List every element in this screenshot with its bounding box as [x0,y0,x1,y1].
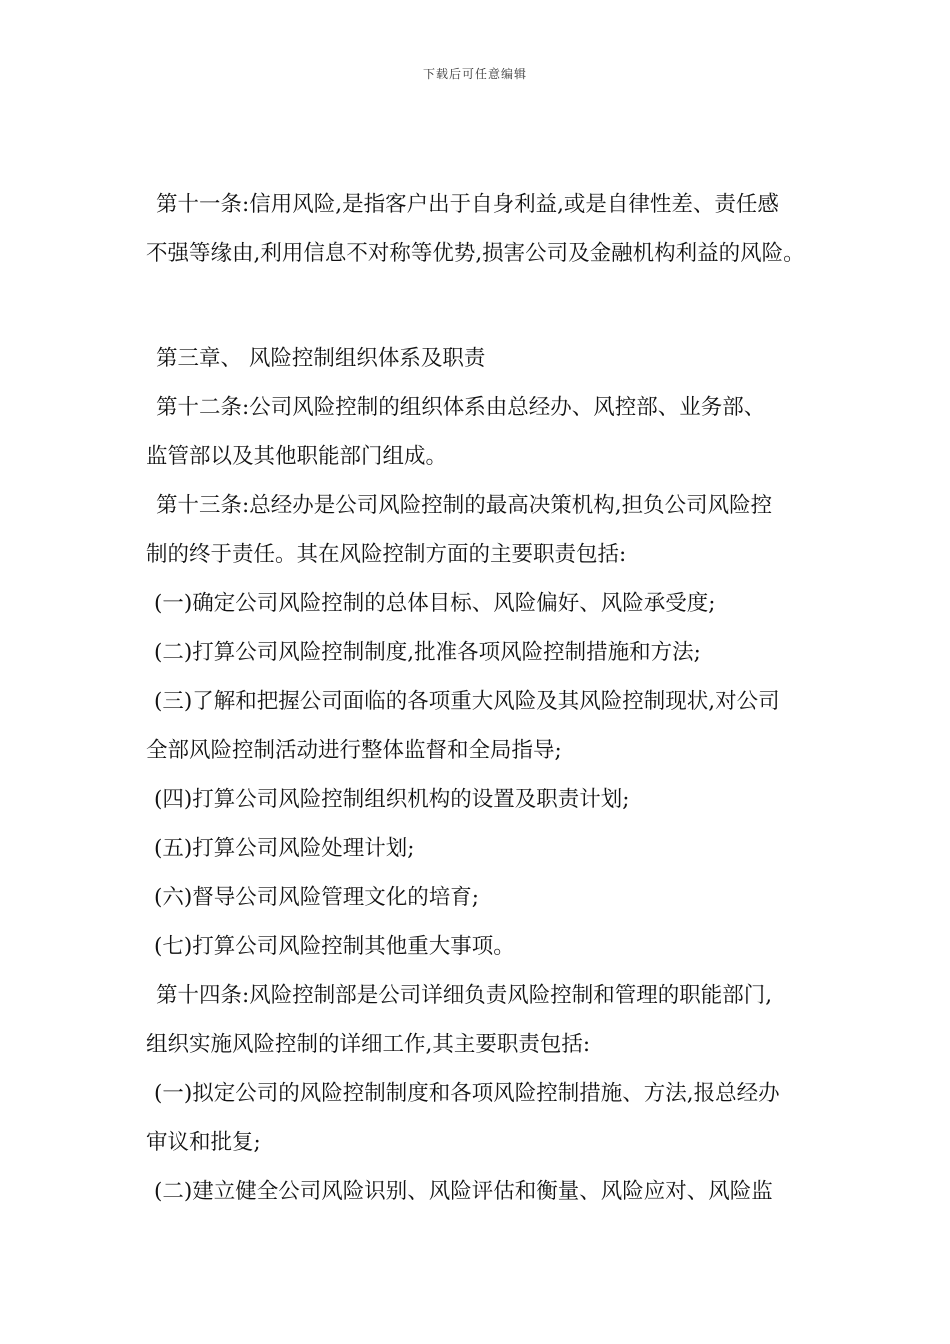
article-13-item-5: (五)打算公司风险处理计划; [154,836,415,861]
article-13-item-3-line-1: (三)了解和把握公司面临的各项重大风险及其风险控制现状,对公司 [154,689,780,714]
chapter-3-heading: 第三章、 风险控制组织体系及职责 [156,346,486,371]
article-13-item-3-line-2: 全部风险控制活动进行整体监督和全局指导; [146,738,562,763]
article-13-item-4: (四)打算公司风险控制组织机构的设置及职责计划; [154,787,630,812]
article-11-line-1: 第十一条:信用风险,是指客户出于自身利益,或是自律性差、责任感 [156,192,779,217]
document-body [146,180,826,1216]
article-11-line-2: 不强等缘由,利用信息不对称等优势,损害公司及金融机构利益的风险。 [146,241,805,266]
article-14-line-2: 组织实施风险控制的详细工作,其主要职责包括: [146,1032,591,1057]
article-14-item-2-line-1: (二)建立健全公司风险识别、风险评估和衡量、风险应对、风险监 [154,1179,773,1204]
article-12-line-1: 第十二条:公司风险控制的组织体系由总经办、风控部、业务部、 [156,395,766,420]
article-14-item-1-line-2: 审议和批复; [146,1130,261,1155]
article-12-line-2: 监管部以及其他职能部门组成。 [146,444,448,469]
article-13-line-2: 制的终于责任。其在风险控制方面的主要职责包括: [146,542,627,567]
article-13-item-1: (一)确定公司风险控制的总体目标、风险偏好、风险承受度; [154,591,716,616]
article-13-item-7: (七)打算公司风险控制其他重大事项。 [154,934,515,959]
page-header: 下载后可任意编辑 [422,67,527,81]
paragraph-gap [146,278,826,334]
article-14-line-1: 第十四条:风险控制部是公司详细负责风险控制和管理的职能部门, [156,983,773,1008]
article-13-item-6: (六)督导公司风险管理文化的培育; [154,885,480,910]
article-14-item-1-line-1: (一)拟定公司的风险控制制度和各项风险控制措施、方法,报总经办 [154,1081,780,1106]
article-13-line-1: 第十三条:总经办是公司风险控制的最高决策机构,担负公司风险控 [156,493,773,518]
article-13-item-2: (二)打算公司风险控制制度,批准各项风险控制措施和方法; [154,640,701,665]
